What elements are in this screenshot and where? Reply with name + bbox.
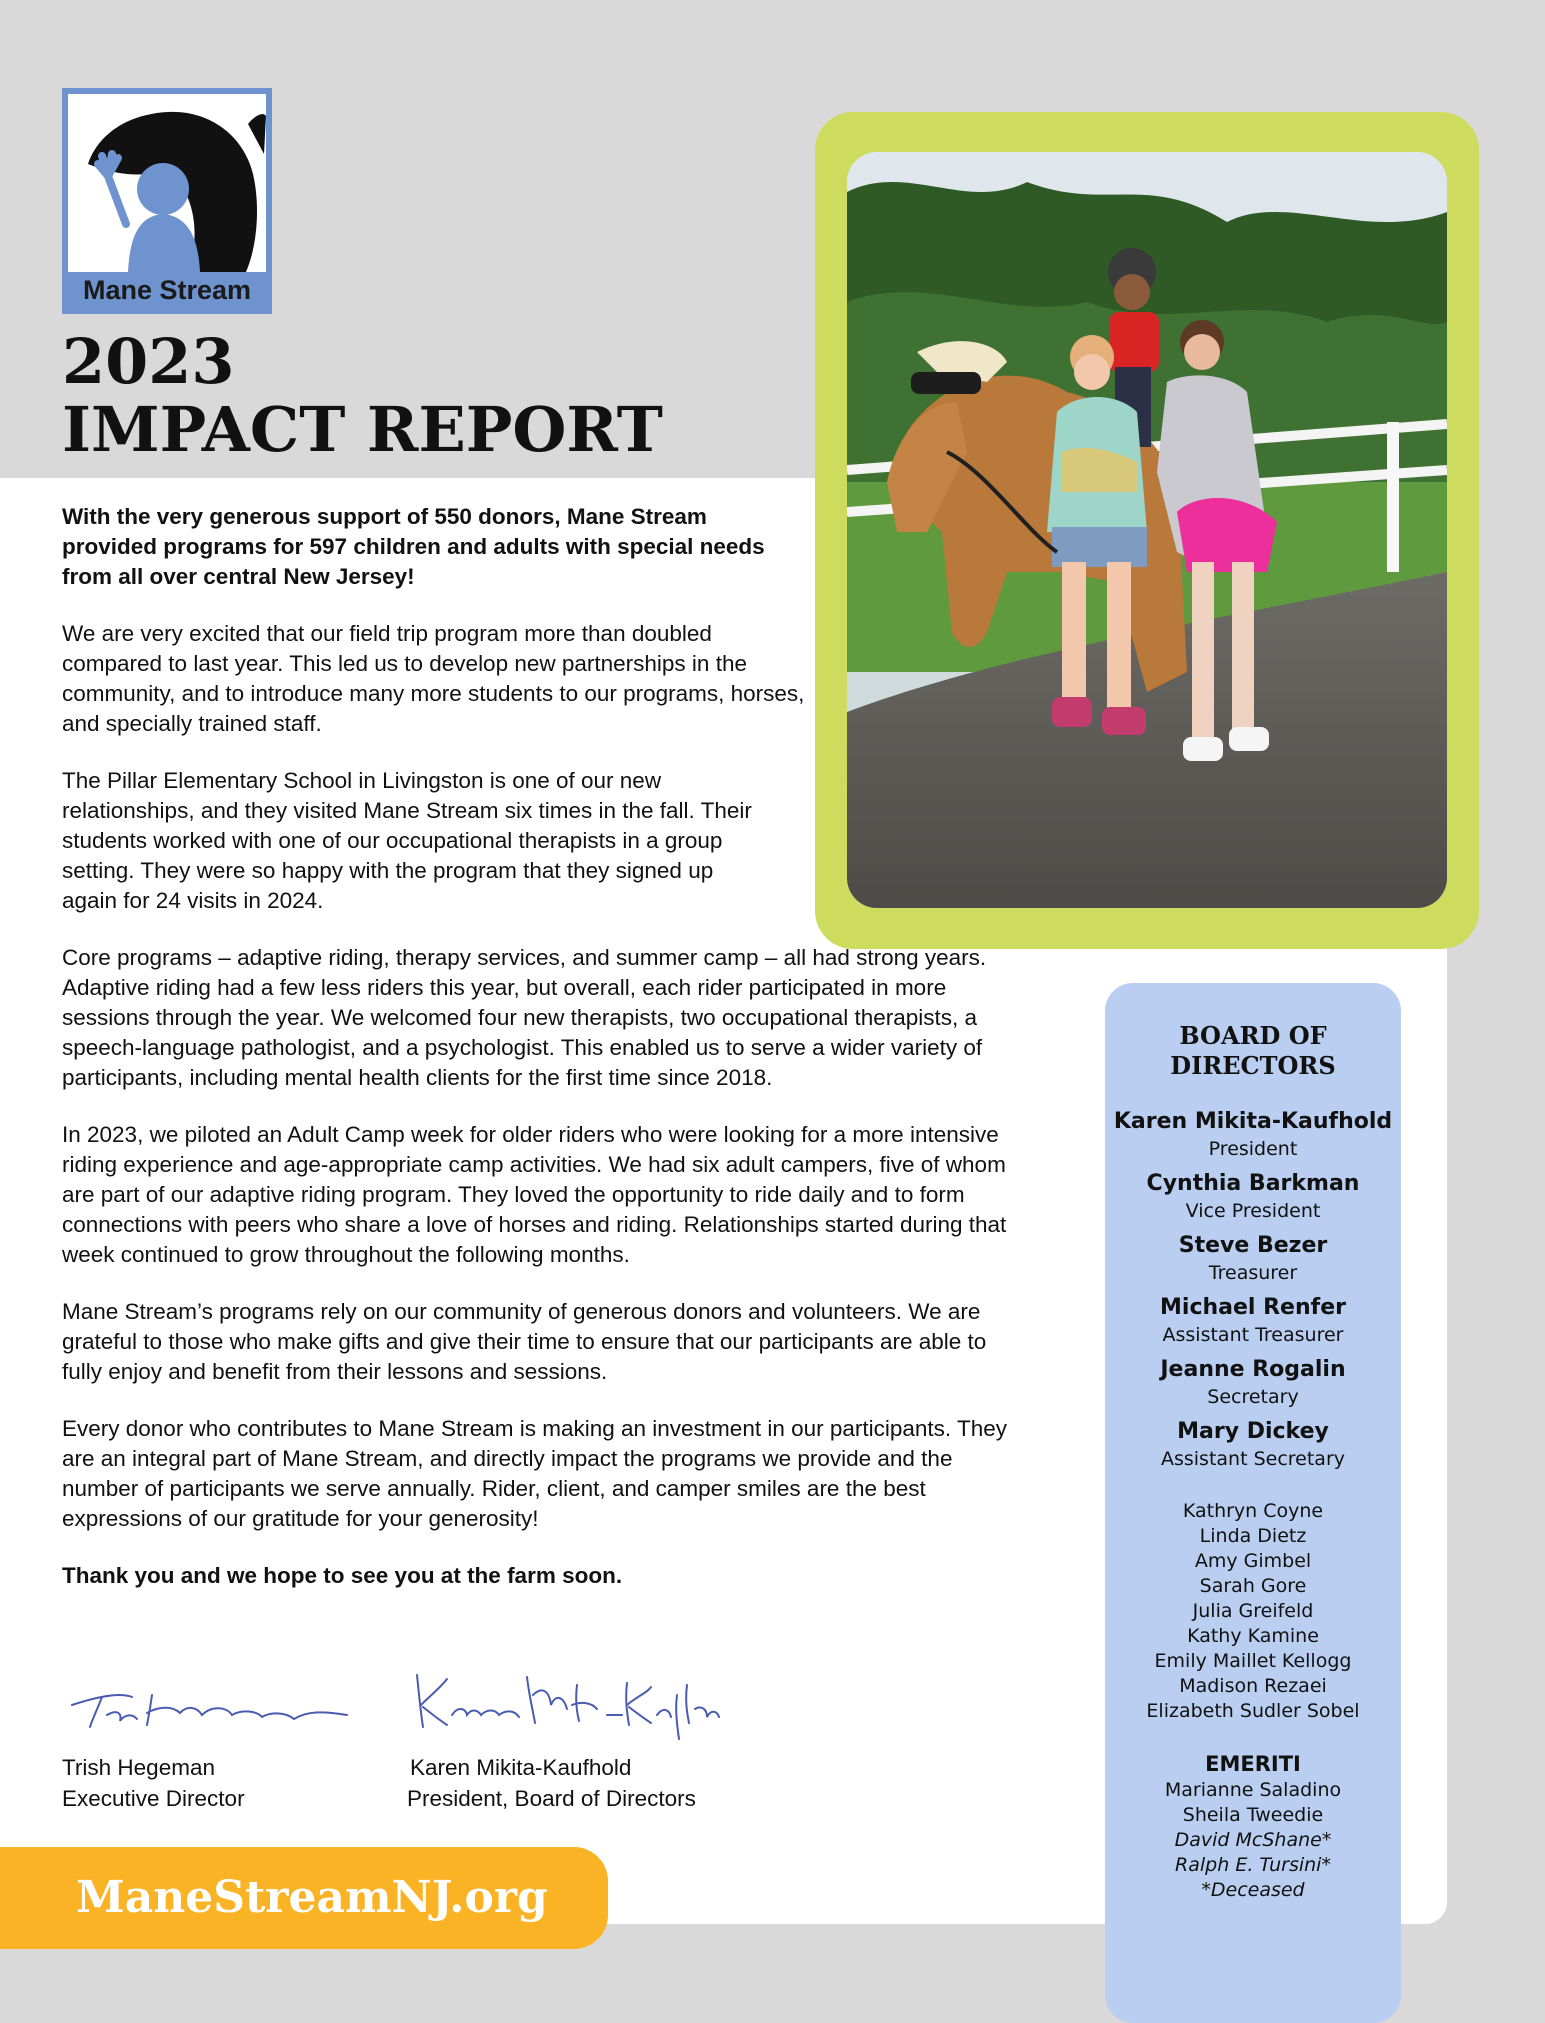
paragraph-donors: Mane Stream’s programs rely on our community of generous donors and volunteers. We are grateful to those who make gifts and give their time to ensure that our participants are able to fully enjoy and benefit from their lessons and sessions. [62, 1299, 987, 1384]
officer-name: Cynthia Barkman [1146, 1171, 1360, 1196]
deceased-note: *Deceased [1201, 1879, 1305, 1901]
board-member: Amy Gimbel [1194, 1550, 1312, 1572]
logo-wordmark: Mane Stream [68, 272, 266, 308]
paragraph-field-trips: We are very excited that our field trip program more than doubled compared to last year. This led us to develop new partnerships in the community, and to introduce many more students to our programs, horses, and specially trained staff. [62, 621, 805, 736]
officer [1105, 1417, 1401, 1471]
emeritus-member: Marianne Saladino [1164, 1779, 1342, 1801]
board-heading-line2: DIRECTORS [1170, 1051, 1336, 1080]
paragraph-pillar-school: The Pillar Elementary School in Livingston is one of our new relationships, and they visited Mane Stream six times in the fall. Their students worked with one of our occupational therapists in a group setting. They were so happy with the program that they signed up again for 24 visits in 2024. [62, 768, 752, 913]
title-main: IMPACT REPORT [62, 393, 663, 466]
horse-and-child-silhouette-icon [68, 94, 266, 272]
board-member: Kathryn Coyne [1182, 1500, 1324, 1522]
board-member: Elizabeth Sudler Sobel [1146, 1700, 1360, 1722]
officer-role: President [1208, 1138, 1298, 1160]
website-url[interactable]: ManeStreamNJ.org [76, 1872, 548, 1923]
board-member: Sarah Gore [1199, 1575, 1307, 1597]
signer-1-name: Trish Hegeman [62, 1755, 215, 1780]
officer-role: Secretary [1207, 1386, 1299, 1408]
signer-1 [62, 1752, 245, 1814]
emeriti-heading: EMERITI [1205, 1752, 1301, 1776]
officer-role: Assistant Secretary [1160, 1448, 1346, 1470]
board-member: Julia Greifeld [1192, 1600, 1314, 1622]
lead-paragraph: With the very generous support of 550 donors, Mane Stream provided programs for 597 children and adults with special needs from all over central New Jersey! [62, 504, 765, 589]
signer-1-title: Executive Director [62, 1786, 245, 1811]
signature-block [62, 1675, 782, 1825]
board-heading-line1: BOARD OF [1179, 1021, 1327, 1050]
mane-stream-logo [62, 88, 272, 314]
board-member: Emily Maillet Kellogg [1154, 1650, 1352, 1672]
officer-role: Assistant Treasurer [1162, 1324, 1344, 1346]
board-member: Linda Dietz [1199, 1525, 1307, 1547]
officer-name: Steve Bezer [1178, 1233, 1328, 1258]
signer-2-title: President, Board of Directors [407, 1786, 696, 1811]
officer [1105, 1293, 1401, 1347]
signer-2-name: Karen Mikita-Kaufhold [410, 1755, 632, 1780]
officer [1105, 1231, 1401, 1285]
officer [1105, 1107, 1401, 1161]
emeriti-list [1105, 1778, 1401, 1903]
officer-role: Vice President [1185, 1200, 1321, 1222]
officer [1105, 1355, 1401, 1409]
officer-name: Michael Renfer [1160, 1295, 1346, 1320]
officer [1105, 1169, 1401, 1223]
title-year: 2023 [62, 325, 235, 398]
closing-line: Thank you and we hope to see you at the farm soon. [62, 1563, 623, 1588]
paragraph-adult-camp: In 2023, we piloted an Adult Camp week for older riders who were looking for a more intensive riding experience and age-appropriate camp activities. We had six adult campers, five of whom are part of our adaptive riding program. They loved the opportunity to ride daily and to form connections with peers who share a love of horses and riding. Relationships started during that week continued to grow throughout the following months. [62, 1122, 1007, 1267]
paragraph-core-programs: Core programs – adaptive riding, therapy services, and summer camp – all had strong years. Adaptive riding had a few less riders this year, but overall, each rider participated in more sessions through the year. We welcomed four new therapists, two occupational therapists, a speech-language pathologist, and a psychologist. This enabled us to serve a wider variety of participants, including mental health clients for the first time since 2018. [62, 945, 987, 1090]
officer-name: Karen Mikita-Kaufhold [1113, 1109, 1393, 1134]
officer-role: Treasurer [1208, 1262, 1298, 1284]
website-banner[interactable] [0, 1847, 608, 1949]
board-of-directors-panel [1105, 983, 1401, 2023]
board-member: Madison Rezaei [1179, 1675, 1327, 1697]
emeritus-deceased: Ralph E. Tursini* [1175, 1854, 1331, 1876]
officer-name: Jeanne Rogalin [1160, 1357, 1346, 1382]
emeritus-deceased: David McShane* [1174, 1829, 1332, 1851]
page-title [62, 325, 663, 466]
signer-2 [407, 1752, 696, 1814]
board-member: Kathy Kamine [1187, 1625, 1319, 1647]
officer-name: Mary Dickey [1177, 1419, 1329, 1444]
letter-body [62, 502, 1012, 1618]
paragraph-investment: Every donor who contributes to Mane Stream is making an investment in our participants. They are an integral part of Mane Stream, and directly impact the programs we provide and the number of participants we serve annually. Rider, client, and camper smiles are the best expressions of our gratitude for your generosity! [62, 1416, 1008, 1531]
board-heading [1105, 1021, 1401, 1081]
trish-hegeman-signature-icon [62, 1675, 372, 1735]
karen-mikita-kaufhold-signature-icon [407, 1665, 727, 1745]
board-members-list [1105, 1499, 1401, 1724]
emeritus-member: Sheila Tweedie [1182, 1804, 1324, 1826]
